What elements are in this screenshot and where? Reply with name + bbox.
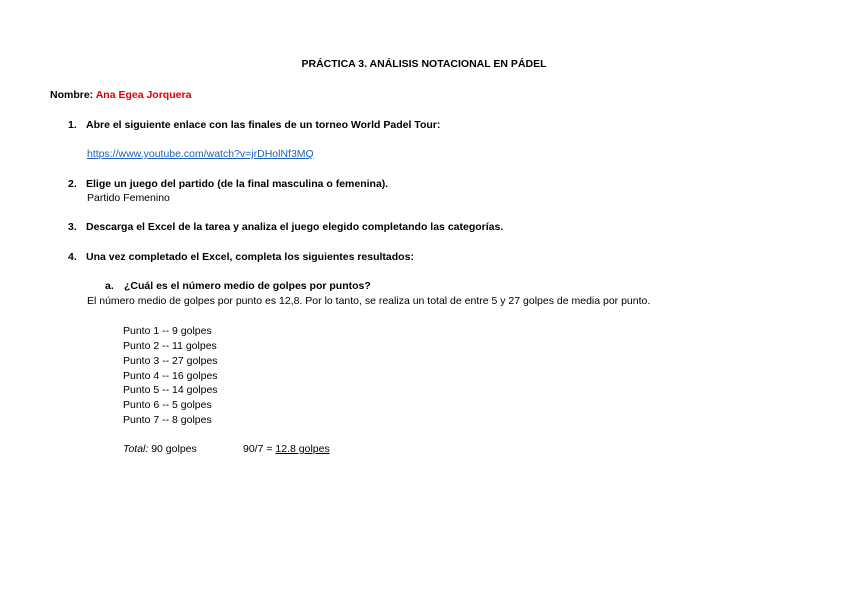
item-number: 2.: [68, 178, 77, 190]
student-name: Ana Egea Jorquera: [95, 89, 192, 101]
point-line: Punto 7 -- 8 golpes: [123, 414, 212, 426]
calc-result: 12.8 golpes: [275, 443, 330, 455]
point-line: Punto 4 -- 16 golpes: [123, 370, 218, 382]
item-number: 3.: [68, 221, 77, 233]
name-label: Nombre:: [50, 89, 94, 101]
page-title: PRÁCTICA 3. ANÁLISIS NOTACIONAL EN PÁDEL: [301, 58, 547, 70]
item-2-answer: Partido Femenino: [87, 192, 170, 204]
calc-prefix: 90/7 =: [243, 443, 276, 455]
point-line: Punto 1 -- 9 golpes: [123, 325, 212, 337]
total-line: [123, 443, 197, 456]
total-label: Total:: [123, 443, 149, 455]
point-line: Punto 5 -- 14 golpes: [123, 384, 218, 396]
item-text: Elige un juego del partido (de la final masculina o femenina).: [86, 178, 389, 190]
name-line: [50, 89, 191, 102]
list-item-1: [68, 119, 440, 132]
item-text: Descarga el Excel de la tarea y analiza el juego elegido completando las categorías.: [86, 221, 504, 233]
total-value: 90 golpes: [148, 443, 197, 455]
sub-question-a: [105, 280, 371, 293]
item-text: Una vez completado el Excel, completa los siguientes resultados:: [86, 251, 414, 263]
list-item-4: [68, 251, 414, 264]
point-line: Punto 3 -- 27 golpes: [123, 355, 218, 367]
point-line: Punto 6 -- 5 golpes: [123, 399, 212, 411]
calculation: [243, 443, 330, 456]
answer-text: El número medio de golpes por punto es 12,8. Por lo tanto, se realiza un total de entre 5 y 27 golpes de media por punto.: [87, 295, 651, 307]
item-text: Abre el siguiente enlace con las finales de un torneo World Padel Tour:: [86, 119, 441, 131]
point-line: Punto 2 -- 11 golpes: [123, 340, 217, 352]
list-item-2: [68, 178, 388, 191]
item-number: 1.: [68, 119, 77, 131]
sub-question-letter: a.: [105, 280, 114, 292]
item-number: 4.: [68, 251, 77, 263]
sub-question-text: ¿Cuál es el número medio de golpes por puntos?: [124, 280, 371, 292]
youtube-link[interactable]: https://www.youtube.com/watch?v=jrDHolNf3MQ: [87, 148, 314, 160]
list-item-3: [68, 221, 503, 234]
